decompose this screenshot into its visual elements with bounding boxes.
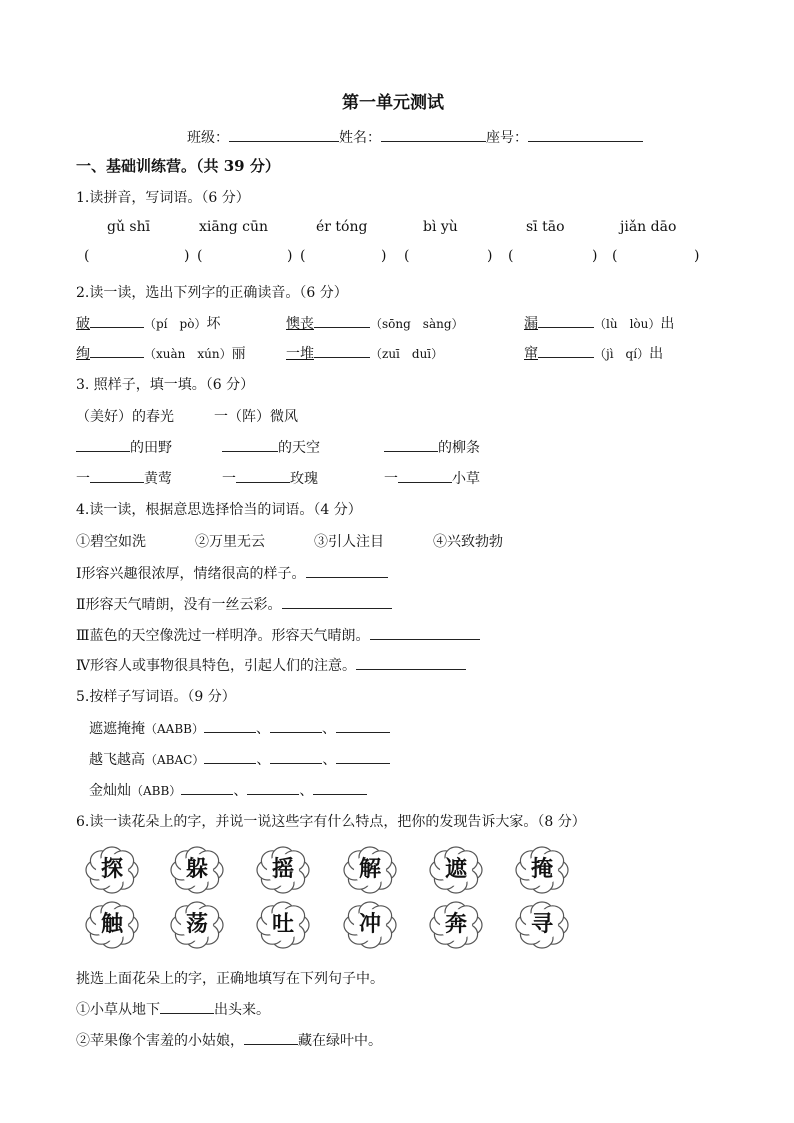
flower-character: 摇	[271, 857, 294, 882]
flower-character: 寻	[530, 912, 553, 937]
q3-prompt: 3. 照样子，填一填。（6 分）	[76, 377, 255, 393]
q2-item-2: 懊丧 （sōng sàng）	[286, 313, 464, 333]
q5-blank[interactable]	[313, 780, 367, 795]
flower-card	[340, 843, 400, 897]
seat-label: 座号：	[486, 130, 528, 146]
flower-character: 冲	[358, 912, 381, 937]
q5-blank[interactable]	[336, 749, 390, 764]
q4-blank-4[interactable]	[356, 655, 466, 670]
flower-character: 吐	[271, 912, 294, 937]
pinyin-6: jiǎn dāo	[620, 219, 677, 235]
q5-blank[interactable]	[204, 718, 256, 733]
flower-character: 奔	[444, 912, 467, 937]
q2-item-4: 绚 （xuàn xún）丽	[76, 343, 246, 363]
answer-box-5[interactable]: (	[508, 248, 514, 264]
answer-box-1-close: )	[184, 248, 190, 264]
q2-item-6: 窜 （jì qí）出	[524, 343, 663, 363]
q1-prompt: 1.读拼音，写词语。（6 分）	[76, 190, 250, 206]
answer-box-3[interactable]: (	[300, 248, 306, 264]
q5-item-3: 金灿灿（ABB） 、 、	[89, 780, 367, 800]
q2-item-1: 破 （pí pò）坏	[76, 313, 220, 333]
pinyin-4: bì yù	[423, 219, 458, 235]
answer-box-6-close: )	[694, 248, 700, 264]
q4-prompt: 4.读一读，根据意思选择恰当的词语。（4 分）	[76, 502, 362, 518]
q5-item-2: 越飞越高（ABAC） 、 、	[89, 749, 390, 769]
q3-blank[interactable]	[90, 468, 144, 483]
answer-box-2[interactable]: (	[197, 248, 203, 264]
q3-blank[interactable]	[222, 437, 278, 452]
q4-option-2: ②万里无云	[195, 534, 265, 550]
q5-prompt: 5.按样子写词语。（9 分）	[76, 689, 236, 705]
answer-box-1[interactable]: (	[84, 248, 90, 264]
flower-character: 掩	[530, 857, 553, 882]
pinyin-1: gǔ shī	[107, 219, 151, 235]
flower-character: 荡	[185, 912, 208, 937]
class-label: 班级：	[187, 130, 229, 146]
flower-card	[253, 898, 313, 952]
q6-blank-1[interactable]	[160, 999, 214, 1014]
section-heading: 一、基础训练营。（共 39 分）	[76, 157, 280, 175]
flower-card	[426, 898, 486, 952]
flower-card	[340, 898, 400, 952]
flower-card	[82, 898, 142, 952]
q5-blank[interactable]	[336, 718, 390, 733]
q4-blank-3[interactable]	[370, 625, 480, 640]
q2-blank-2[interactable]	[314, 313, 370, 328]
q6-sentence-2: ②苹果像个害羞的小姑娘， 藏在绿叶中。	[76, 1030, 382, 1050]
q2-blank-3[interactable]	[538, 313, 594, 328]
flower-card	[512, 843, 572, 897]
q4-option-1: ①碧空如洗	[76, 534, 146, 550]
flower-card	[253, 843, 313, 897]
q4-blank-2[interactable]	[282, 594, 392, 609]
answer-box-2-close: )	[287, 248, 293, 264]
q5-blank[interactable]	[204, 749, 256, 764]
q2-prompt: 2.读一读，选出下列字的正确读音。（6 分）	[76, 285, 348, 301]
q2-blank-6[interactable]	[538, 343, 594, 358]
answer-box-3-close: )	[381, 248, 387, 264]
answer-box-4[interactable]: (	[404, 248, 410, 264]
flower-card	[167, 843, 227, 897]
name-label: 姓名：	[339, 130, 381, 146]
q4-option-3: ③引人注目	[314, 534, 384, 550]
q3-blank[interactable]	[384, 437, 438, 452]
q2-blank-1[interactable]	[90, 313, 144, 328]
class-blank[interactable]	[229, 127, 339, 142]
q6-blank-2[interactable]	[244, 1030, 298, 1045]
q3-blank[interactable]	[398, 468, 452, 483]
q5-blank[interactable]	[247, 780, 299, 795]
flower-character: 躲	[185, 857, 208, 882]
page-title: 第一单元测试	[342, 93, 444, 113]
q3-row2-item-2: 一 玫瑰	[222, 468, 318, 488]
q4-option-4: ④兴致勃勃	[433, 534, 503, 550]
answer-box-4-close: )	[487, 248, 493, 264]
flower-character: 探	[100, 857, 123, 882]
flower-card	[426, 843, 486, 897]
q3-blank[interactable]	[236, 468, 290, 483]
q3-blank[interactable]	[76, 437, 130, 452]
name-blank[interactable]	[381, 127, 486, 142]
q4-item-4: Ⅳ形容人或事物很具特色，引起人们的注意。	[76, 655, 466, 675]
q2-item-3: 漏 （lù lòu）出	[524, 313, 674, 333]
flower-card	[167, 898, 227, 952]
pinyin-5: sī tāo	[526, 219, 565, 235]
q5-blank[interactable]	[181, 780, 233, 795]
q6-prompt: 6.读一读花朵上的字，并说一说这些字有什么特点，把你的发现告诉大家。（8 分）	[76, 814, 586, 830]
q4-item-1: Ⅰ形容兴趣很浓厚，情绪很高的样子。	[76, 563, 388, 583]
pinyin-2: xiāng cūn	[199, 219, 269, 235]
student-info-line	[187, 127, 643, 147]
q2-blank-5[interactable]	[314, 343, 370, 358]
answer-box-5-close: )	[592, 248, 598, 264]
flower-character: 遮	[444, 857, 467, 882]
q3-example-1: （美好）的春光	[76, 409, 174, 425]
q6-sentence-1: ①小草从地下 出头来。	[76, 999, 270, 1019]
q3-row2-item-1: 一 黄莺	[76, 468, 172, 488]
answer-box-6[interactable]: (	[612, 248, 618, 264]
q3-row1-item-1: 的田野	[76, 437, 172, 457]
q3-row1-item-3: 的柳条	[384, 437, 480, 457]
q4-item-3: Ⅲ蓝色的天空像洗过一样明净。形容天气晴朗。	[76, 625, 480, 645]
flower-character: 解	[358, 857, 381, 882]
q2-blank-4[interactable]	[90, 343, 144, 358]
flower-card	[512, 898, 572, 952]
q4-item-2: Ⅱ形容天气晴朗，没有一丝云彩。	[76, 594, 392, 614]
q3-example-2: 一（阵）微风	[214, 409, 298, 425]
q5-blank[interactable]	[270, 749, 322, 764]
q4-blank-1[interactable]	[306, 563, 388, 578]
q5-item-1: 遮遮掩掩（AABB） 、 、	[89, 718, 390, 738]
q5-blank[interactable]	[270, 718, 322, 733]
q6-instruction: 挑选上面花朵上的字，正确地填写在下列句子中。	[76, 971, 384, 987]
flower-character: 触	[100, 912, 123, 937]
pinyin-3: ér tóng	[316, 219, 368, 235]
q3-row1-item-2: 的天空	[222, 437, 320, 457]
q3-row2-item-3: 一 小草	[384, 468, 480, 488]
seat-blank[interactable]	[528, 127, 643, 142]
q2-item-5: 一堆 （zuī duī）	[286, 343, 443, 363]
flower-card	[82, 843, 142, 897]
